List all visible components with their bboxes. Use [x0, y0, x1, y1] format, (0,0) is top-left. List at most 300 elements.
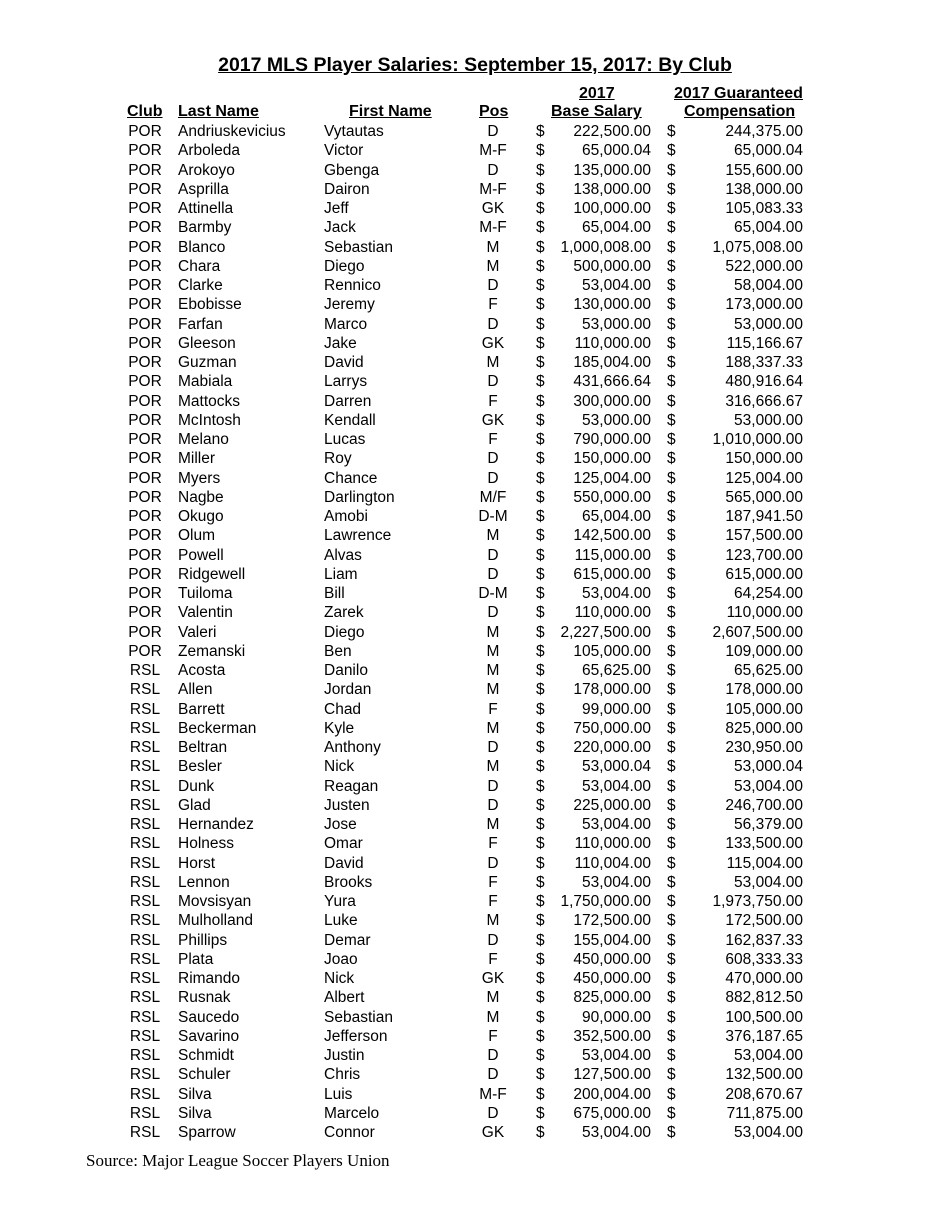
guaranteed-comp-cell: 470,000.00 [725, 970, 803, 987]
base-salary-cell: 90,000.00 [582, 1008, 651, 1026]
club-cell: POR [128, 565, 162, 583]
club-cell: RSL [129, 662, 161, 679]
table-row [0, 777, 950, 796]
table-row [0, 315, 950, 334]
currency-symbol: $ [667, 912, 676, 930]
first-name-cell: Chance [324, 469, 378, 487]
first-name-cell: Reagan [324, 777, 379, 795]
last-name-cell: Olum [178, 527, 216, 545]
table-row [0, 276, 950, 295]
base-salary-cell: 825,000.00 [573, 989, 651, 1007]
first-name-cell: Roy [324, 450, 352, 468]
last-name-cell: Sparrow [178, 1124, 236, 1141]
base-salary-cell: 1,000,008.00 [560, 238, 651, 256]
base-salary-cell: 130,000.00 [573, 296, 651, 314]
club-cell: POR [128, 354, 162, 371]
first-name-cell: Sebastian [324, 1008, 393, 1026]
last-name-cell: Savarino [178, 1027, 240, 1045]
base-salary-cell: 99,000.00 [582, 700, 651, 718]
currency-symbol: $ [667, 565, 676, 583]
club-cell: POR [128, 180, 162, 198]
currency-symbol: $ [667, 277, 676, 294]
last-name-cell: Schuler [178, 1066, 231, 1084]
guaranteed-comp-cell: 188,337.33 [725, 354, 803, 371]
base-salary-cell: 615,000.00 [573, 565, 651, 583]
guaranteed-comp-cell: 173,000.00 [725, 296, 803, 314]
base-salary-cell: 53,004.00 [582, 277, 651, 294]
pos-cell: F [488, 950, 498, 968]
pos-cell: F [488, 893, 498, 910]
first-name-cell: Justen [324, 796, 370, 814]
pos-cell: M-F [479, 219, 507, 237]
currency-symbol: $ [536, 970, 545, 987]
table-row [0, 565, 950, 584]
base-salary-cell: 790,000.00 [573, 431, 651, 448]
club-cell: POR [128, 642, 162, 660]
pos-cell: D [487, 469, 499, 487]
pos-cell: F [488, 392, 498, 410]
pos-cell: D [487, 373, 499, 391]
club-cell: POR [128, 142, 162, 160]
currency-symbol: $ [536, 488, 545, 506]
table-row [0, 122, 950, 141]
base-salary-cell: 110,000.00 [574, 835, 651, 853]
pos-cell: M [486, 527, 500, 545]
base-salary-cell: 225,000.00 [573, 796, 651, 814]
first-name-cell: Jeff [324, 200, 349, 217]
first-name-cell: Rennico [324, 277, 381, 294]
guaranteed-comp-cell: 608,333.33 [725, 950, 803, 968]
table-row [0, 757, 950, 776]
guaranteed-comp-cell: 105,083.33 [725, 200, 803, 217]
first-name-cell: Chad [324, 700, 362, 718]
first-name-cell: Omar [324, 835, 363, 853]
guaranteed-comp-cell: 65,004.00 [734, 219, 803, 237]
base-salary-cell: 53,004.00 [582, 1124, 651, 1141]
first-name-cell: Marcelo [324, 1104, 380, 1122]
currency-symbol: $ [667, 662, 676, 679]
last-name-cell: Okugo [178, 508, 224, 525]
first-name-cell: Ben [324, 642, 352, 660]
table-row [0, 911, 950, 930]
currency-symbol: $ [667, 527, 676, 545]
last-name-cell: Beckerman [178, 719, 257, 737]
pos-cell: GK [481, 1124, 505, 1141]
table-row [0, 488, 950, 507]
table-row [0, 372, 950, 391]
currency-symbol: $ [667, 1008, 676, 1026]
base-salary-cell: 450,000.00 [573, 950, 651, 968]
pos-cell: M/F [479, 488, 507, 506]
club-cell: RSL [129, 1047, 161, 1064]
pos-cell: M-F [479, 1085, 507, 1103]
pos-cell: D [487, 739, 499, 756]
guaranteed-comp-cell: 230,950.00 [725, 739, 803, 756]
club-cell: POR [128, 604, 162, 622]
guaranteed-comp-cell: 65,000.04 [734, 142, 803, 160]
first-name-cell: Jordan [324, 681, 372, 699]
pos-cell: M [486, 257, 500, 275]
table-row [0, 815, 950, 834]
club-cell: RSL [129, 796, 161, 814]
club-cell: POR [128, 257, 162, 275]
table-row [0, 719, 950, 738]
currency-symbol: $ [536, 931, 545, 949]
currency-symbol: $ [667, 796, 676, 814]
pos-cell: M [486, 1008, 500, 1026]
table-row [0, 218, 950, 237]
currency-symbol: $ [536, 758, 545, 776]
guaranteed-comp-cell: 1,973,750.00 [712, 893, 803, 910]
guaranteed-comp-cell: 123,700.00 [725, 546, 803, 564]
currency-symbol: $ [667, 893, 676, 910]
base-salary-cell: 450,000.00 [573, 970, 651, 987]
currency-symbol: $ [536, 989, 545, 1007]
pos-cell: M [486, 758, 500, 776]
currency-symbol: $ [667, 816, 676, 833]
guaranteed-comp-cell: 882,812.50 [725, 989, 803, 1007]
base-salary-cell: 500,000.00 [573, 257, 651, 275]
guaranteed-comp-cell: 178,000.00 [725, 681, 803, 699]
base-salary-cell: 65,004.00 [582, 508, 651, 525]
table-row [0, 1065, 950, 1084]
last-name-cell: Saucedo [178, 1008, 240, 1026]
guaranteed-comp-cell: 172,500.00 [725, 912, 803, 930]
guaranteed-comp-cell: 825,000.00 [725, 719, 803, 737]
last-name-cell: Attinella [178, 200, 234, 217]
pos-cell: GK [481, 334, 505, 352]
currency-symbol: $ [667, 873, 676, 891]
first-name-cell: Sebastian [324, 238, 393, 256]
currency-symbol: $ [667, 469, 676, 487]
base-salary-cell: 178,000.00 [573, 681, 651, 699]
currency-symbol: $ [667, 219, 676, 237]
table-row [0, 546, 950, 565]
currency-symbol: $ [536, 180, 545, 198]
currency-symbol: $ [667, 1085, 676, 1103]
club-cell: POR [128, 161, 162, 179]
currency-symbol: $ [536, 873, 545, 891]
club-cell: POR [128, 219, 162, 237]
pos-cell: M [486, 662, 500, 679]
currency-symbol: $ [536, 392, 545, 410]
club-cell: POR [128, 296, 162, 314]
table-row [0, 738, 950, 757]
pos-cell: GK [481, 411, 505, 429]
guaranteed-comp-cell: 150,000.00 [725, 450, 803, 468]
last-name-cell: Chara [178, 257, 221, 275]
last-name-cell: Barmby [178, 219, 232, 237]
first-name-cell: Vytautas [324, 123, 384, 140]
guaranteed-comp-cell: 53,000.04 [734, 758, 803, 776]
first-name-cell: Lawrence [324, 527, 392, 545]
currency-symbol: $ [667, 161, 676, 179]
first-name-cell: Brooks [324, 873, 373, 891]
base-salary-cell: 65,000.04 [582, 142, 651, 160]
pos-cell: D-M [478, 585, 508, 602]
currency-symbol: $ [667, 334, 676, 352]
club-cell: RSL [129, 835, 161, 853]
pos-cell: M-F [479, 142, 507, 160]
currency-symbol: $ [536, 431, 545, 448]
pos-cell: M [486, 354, 500, 371]
first-name-cell: Nick [324, 758, 355, 776]
table-row [0, 1104, 950, 1123]
currency-symbol: $ [536, 1047, 545, 1064]
guaranteed-comp-cell: 53,004.00 [734, 1047, 803, 1064]
club-cell: POR [128, 450, 162, 468]
last-name-cell: McIntosh [178, 411, 241, 429]
header-pos: Pos [479, 103, 509, 120]
currency-symbol: $ [667, 354, 676, 371]
table-row [0, 180, 950, 199]
source-note: Source: Major League Soccer Players Union [86, 1151, 390, 1170]
table-row [0, 854, 950, 873]
guaranteed-comp-cell: 316,666.67 [725, 392, 803, 410]
club-cell: POR [128, 200, 162, 217]
club-cell: POR [128, 469, 162, 487]
guaranteed-comp-cell: 138,000.00 [725, 180, 803, 198]
base-salary-cell: 222,500.00 [573, 123, 651, 140]
currency-symbol: $ [667, 257, 676, 275]
base-salary-cell: 172,500.00 [573, 912, 651, 930]
currency-symbol: $ [667, 604, 676, 622]
currency-symbol: $ [667, 1066, 676, 1084]
club-cell: RSL [129, 873, 161, 891]
last-name-cell: Powell [178, 546, 224, 564]
header-comp-year: 2017 Guaranteed [674, 85, 803, 102]
last-name-cell: Mattocks [178, 392, 241, 410]
base-salary-cell: 185,004.00 [573, 354, 651, 371]
table-row [0, 507, 950, 526]
table-row [0, 141, 950, 160]
last-name-cell: Tuiloma [178, 585, 233, 602]
table-row [0, 392, 950, 411]
currency-symbol: $ [667, 1027, 676, 1045]
pos-cell: M [486, 623, 500, 641]
club-cell: RSL [129, 681, 161, 699]
pos-cell: D [487, 565, 499, 583]
currency-symbol: $ [536, 296, 545, 314]
currency-symbol: $ [667, 931, 676, 949]
header-base-salary: Base Salary [551, 103, 642, 120]
currency-symbol: $ [667, 431, 676, 448]
first-name-cell: Nick [324, 970, 355, 987]
first-name-cell: Diego [324, 623, 365, 641]
last-name-cell: Phillips [178, 931, 228, 949]
table-row [0, 796, 950, 815]
table-row [0, 257, 950, 276]
club-cell: RSL [129, 893, 161, 910]
pos-cell: D [487, 1104, 499, 1122]
club-cell: RSL [129, 1085, 161, 1103]
club-cell: RSL [129, 816, 161, 833]
first-name-cell: Darlington [324, 488, 395, 506]
base-salary-cell: 550,000.00 [573, 488, 651, 506]
currency-symbol: $ [667, 681, 676, 699]
pos-cell: D [487, 854, 499, 872]
table-row [0, 969, 950, 988]
pos-cell: M [486, 642, 500, 660]
guaranteed-comp-cell: 133,500.00 [725, 835, 803, 853]
table-row [0, 892, 950, 911]
club-cell: POR [128, 488, 162, 506]
base-salary-cell: 135,000.00 [573, 161, 651, 179]
pos-cell: D [487, 796, 499, 814]
club-cell: RSL [129, 700, 161, 718]
base-salary-cell: 65,625.00 [582, 662, 651, 679]
club-cell: POR [128, 123, 162, 140]
guaranteed-comp-cell: 100,500.00 [725, 1008, 803, 1026]
base-salary-cell: 142,500.00 [573, 527, 651, 545]
first-name-cell: Jeremy [324, 296, 375, 314]
club-cell: POR [128, 508, 162, 525]
pos-cell: F [488, 835, 498, 853]
table-row [0, 950, 950, 969]
guaranteed-comp-cell: 115,166.67 [726, 334, 803, 352]
guaranteed-comp-cell: 565,000.00 [725, 488, 803, 506]
guaranteed-comp-cell: 208,670.67 [725, 1085, 803, 1103]
base-salary-cell: 125,004.00 [573, 469, 651, 487]
first-name-cell: Darren [324, 392, 372, 410]
club-cell: RSL [129, 970, 161, 987]
first-name-cell: Jefferson [324, 1027, 388, 1045]
currency-symbol: $ [667, 739, 676, 756]
guaranteed-comp-cell: 53,004.00 [734, 873, 803, 891]
guaranteed-comp-cell: 65,625.00 [734, 662, 803, 679]
table-row [0, 623, 950, 642]
first-name-cell: Connor [324, 1124, 375, 1141]
table-row [0, 238, 950, 257]
first-name-cell: Yura [324, 893, 356, 910]
guaranteed-comp-cell: 522,000.00 [725, 257, 803, 275]
first-name-cell: Amobi [324, 508, 368, 525]
last-name-cell: Mabiala [178, 373, 233, 391]
currency-symbol: $ [667, 719, 676, 737]
base-salary-cell: 1,750,000.00 [560, 893, 651, 910]
base-salary-cell: 53,004.00 [582, 777, 651, 795]
pos-cell: F [488, 431, 498, 448]
table-row [0, 411, 950, 430]
last-name-cell: Horst [178, 854, 216, 872]
currency-symbol: $ [667, 1104, 676, 1122]
guaranteed-comp-cell: 157,500.00 [725, 527, 803, 545]
last-name-cell: Andriuskevicius [178, 123, 286, 140]
base-salary-cell: 155,004.00 [573, 931, 651, 949]
base-salary-cell: 352,500.00 [573, 1027, 651, 1045]
table-row [0, 295, 950, 314]
last-name-cell: Arokoyo [178, 161, 235, 179]
club-cell: POR [128, 315, 162, 333]
pos-cell: M [486, 238, 500, 256]
currency-symbol: $ [667, 200, 676, 217]
first-name-cell: Chris [324, 1066, 361, 1084]
pos-cell: D [487, 604, 499, 622]
first-name-cell: Liam [324, 565, 358, 583]
last-name-cell: Nagbe [178, 488, 224, 506]
guaranteed-comp-cell: 162,837.33 [725, 931, 803, 949]
currency-symbol: $ [667, 777, 676, 795]
pos-cell: D [487, 123, 499, 140]
currency-symbol: $ [536, 912, 545, 930]
table-row [0, 873, 950, 892]
base-salary-cell: 150,000.00 [573, 450, 651, 468]
table-row [0, 834, 950, 853]
club-cell: RSL [129, 950, 161, 968]
guaranteed-comp-cell: 132,500.00 [725, 1066, 803, 1084]
currency-symbol: $ [667, 450, 676, 468]
currency-symbol: $ [536, 681, 545, 699]
first-name-cell: Justin [324, 1047, 365, 1064]
currency-symbol: $ [536, 1085, 545, 1103]
currency-symbol: $ [536, 642, 545, 660]
base-salary-cell: 53,004.00 [582, 1047, 651, 1064]
currency-symbol: $ [667, 623, 676, 641]
pos-cell: D [487, 546, 499, 564]
last-name-cell: Mulholland [178, 912, 253, 930]
last-name-cell: Rimando [178, 970, 241, 987]
club-cell: POR [128, 585, 162, 602]
club-cell: RSL [129, 758, 161, 776]
guaranteed-comp-cell: 109,000.00 [725, 642, 803, 660]
club-cell: POR [128, 527, 162, 545]
guaranteed-comp-cell: 244,375.00 [725, 123, 803, 140]
currency-symbol: $ [536, 1008, 545, 1026]
currency-symbol: $ [536, 373, 545, 391]
last-name-cell: Lennon [178, 873, 230, 891]
club-cell: RSL [129, 1008, 161, 1026]
last-name-cell: Melano [178, 431, 229, 448]
currency-symbol: $ [536, 816, 545, 833]
last-name-cell: Valentin [178, 604, 233, 622]
currency-symbol: $ [667, 546, 676, 564]
last-name-cell: Ebobisse [178, 296, 242, 314]
base-salary-cell: 220,000.00 [573, 739, 651, 756]
base-salary-cell: 110,000.00 [574, 604, 651, 622]
last-name-cell: Valeri [178, 623, 217, 641]
club-cell: RSL [129, 777, 161, 795]
first-name-cell: Kendall [324, 411, 376, 429]
currency-symbol: $ [667, 1124, 676, 1141]
currency-symbol: $ [667, 296, 676, 314]
currency-symbol: $ [536, 1027, 545, 1045]
club-cell: RSL [129, 1124, 161, 1141]
currency-symbol: $ [536, 161, 545, 179]
pos-cell: M [486, 816, 500, 833]
currency-symbol: $ [667, 950, 676, 968]
currency-symbol: $ [536, 315, 545, 333]
base-salary-cell: 53,000.04 [582, 758, 651, 776]
base-salary-cell: 105,000.00 [573, 642, 651, 660]
table-row [0, 1027, 950, 1046]
currency-symbol: $ [536, 277, 545, 294]
pos-cell: D [487, 315, 499, 333]
last-name-cell: Hernandez [178, 816, 254, 833]
pos-cell: F [488, 1027, 498, 1045]
currency-symbol: $ [536, 411, 545, 429]
guaranteed-comp-cell: 711,875.00 [726, 1104, 803, 1122]
last-name-cell: Beltran [178, 739, 228, 756]
currency-symbol: $ [667, 700, 676, 718]
guaranteed-comp-cell: 53,000.00 [734, 411, 803, 429]
currency-symbol: $ [667, 392, 676, 410]
currency-symbol: $ [667, 642, 676, 660]
header-last-name: Last Name [178, 103, 259, 120]
last-name-cell: Myers [178, 469, 221, 487]
last-name-cell: Movsisyan [178, 893, 252, 910]
first-name-cell: Luis [324, 1085, 353, 1103]
currency-symbol: $ [667, 411, 676, 429]
